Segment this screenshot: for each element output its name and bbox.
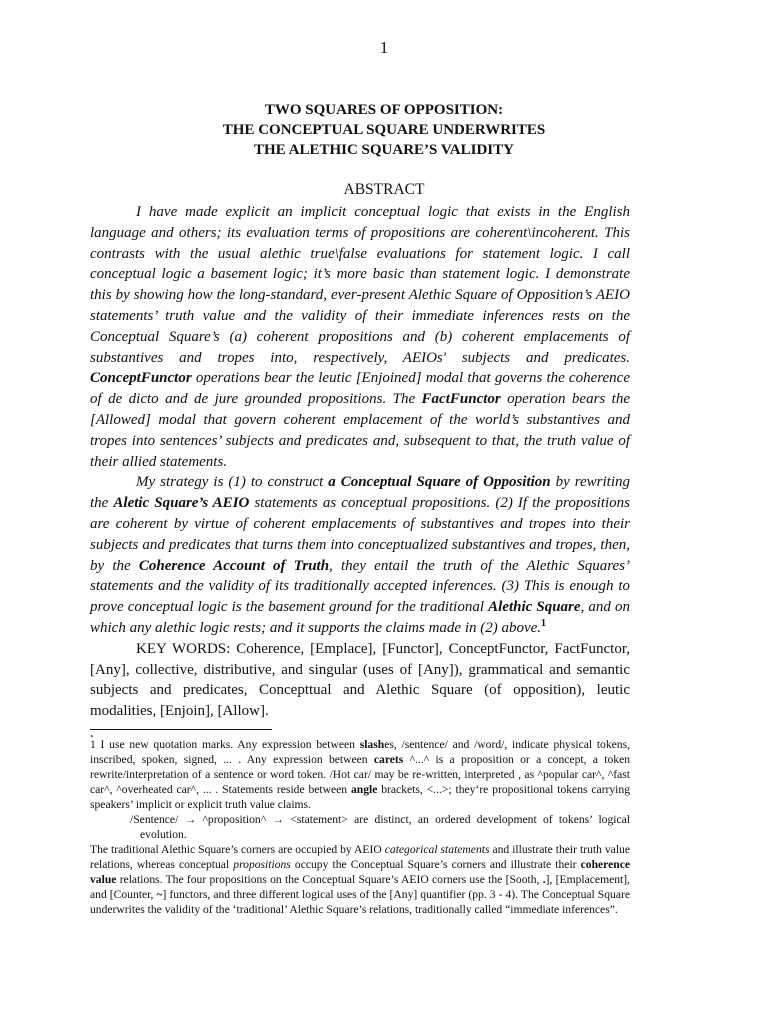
term-conceptfunctor: ConceptFunctor (90, 370, 192, 387)
term-conceptual-square: a Conceptual Square of Opposition (328, 474, 551, 491)
stray-dot: . (90, 724, 94, 741)
term-aletic-square-aeio: Aletic Square’s AEIO (113, 495, 250, 512)
footnote-rule (90, 729, 272, 730)
abstract-paragraph-2: My strategy is (1) to construct a Conceptual Square of Opposition by rewriting the Aletic Square’s AEIO statements as conceptual propositions. (2) If the propositions are coherent by virtue of coherent emplacements of substantives and tropes into their subjects and predicates that turns them into conceptualized substantives and tropes, then, by the Coherence Account of Truth, they entail the truth of the Alethic Squares’ statements and the validity of its traditionally accepted inferences. (3) This is enough to prove conceptual logic is the basement ground for the traditional Alethic Square, and on which any alethic logic rests; and it supports the claims made in (2) above.$^1$ (90, 474, 631, 636)
page-number: 1 (379, 38, 389, 57)
term-alethic-square: Alethic Square (488, 599, 581, 616)
footnote (90, 737, 630, 917)
term-coherence-account: Coherence Account of Truth (138, 557, 330, 574)
title-line-1: TWO SQUARES OF OPPOSITION: (264, 102, 504, 118)
footnote-paragraph-1: 1 I use new quotation marks. Any expression between slashes, /sentence/ and /word/, indicate physical tokens, inscribed, spoken, signed, ... . Any expression between carets ^...^ is a proposition or a concept, a token rewrite/interpretation of a sentence or word token. /Hot car/ may be re-written, interpreted , as ^popular car^, ^fast car^, ^overheated car^, ... . Statements reside between angle brackets, <...>; they‘re propositional tokens carrying speakers’ implicit or explicit truth value claims. (90, 738, 631, 811)
title-line-2: THE CONCEPTUAL SQUARE UNDERWRITES (222, 122, 546, 138)
term-factfunctor: FactFunctor (421, 391, 501, 408)
abstract-paragraph-1: I have made explicit an implicit conceptual logic that exists in the English language and others; its evaluation terms of propositions are coherent\incoherent. This contrasts with the usual alethic true\false evaluations for statement logic. I call conceptual logic a basement logic; it’s more basic than statement logic. I demonstrate this by showing how the long-standard, ever-present Alethic Square of Opposition’s AEIO statements’ truth value and the validity of their immediate inferences rests on the Conceptual Square’s (a) coherent propositions and (b) coherent emplacements of substantives and tropes into, respectively, AEIOs' subjects and predicates. ConceptFunctor operations bear the leutic [Enjoined] modal that governs the coherence of de dicto and de jure grounded propositions. The FactFunctor operation bears the [Allowed] modal that govern coherent emplacement of the world’s substantives and tropes into sentences’ subjects and predicates and, subsequent to that, the truth value of their allied statements. (90, 204, 630, 470)
keywords: KEY WORDS: Coherence, [Emplace], [Functor], ConceptFunctor, FactFunctor, [Any], collective, distributive, and singular (uses of [Any]), grammatical and semantic subjects and predicates, Concepttual and Alethic Square (of opposition), leutic modalities, [Enjoin], [Allow]. (90, 640, 630, 720)
abstract-heading: ABSTRACT (343, 181, 425, 198)
footnote-paragraph-2: /Sentence/ → ^proposition^ → <statement> are distinct, an ordered development of tokens’ logical evolution. (130, 813, 630, 841)
title-line-3: THE ALETHIC SQUARE’S VALIDITY (254, 142, 514, 158)
paper-title (0, 100, 768, 160)
footnote-paragraph-3: The traditional Alethic Square’s corners are occupied by AEIO categorical statements and illustrate their truth value relations, whereas conceptual propositions occupy the Conceptual Square’s corners and illustrate their coherence value relations. The four propositions on the Conceptual Square’s AEIO corners use the [Sooth, .], [Emplacement], and [Counter, ~] functors, and three different logical uses of the [Any] quantifier (pp. 3 - 4). The Conceptual Square underwrites the validity of the ‘traditional’ Alethic Square’s relations, traditionally called “immediate inferences”. (90, 843, 631, 916)
abstract-body (90, 202, 630, 744)
footnote-reference[interactable]: 1 (541, 617, 547, 629)
